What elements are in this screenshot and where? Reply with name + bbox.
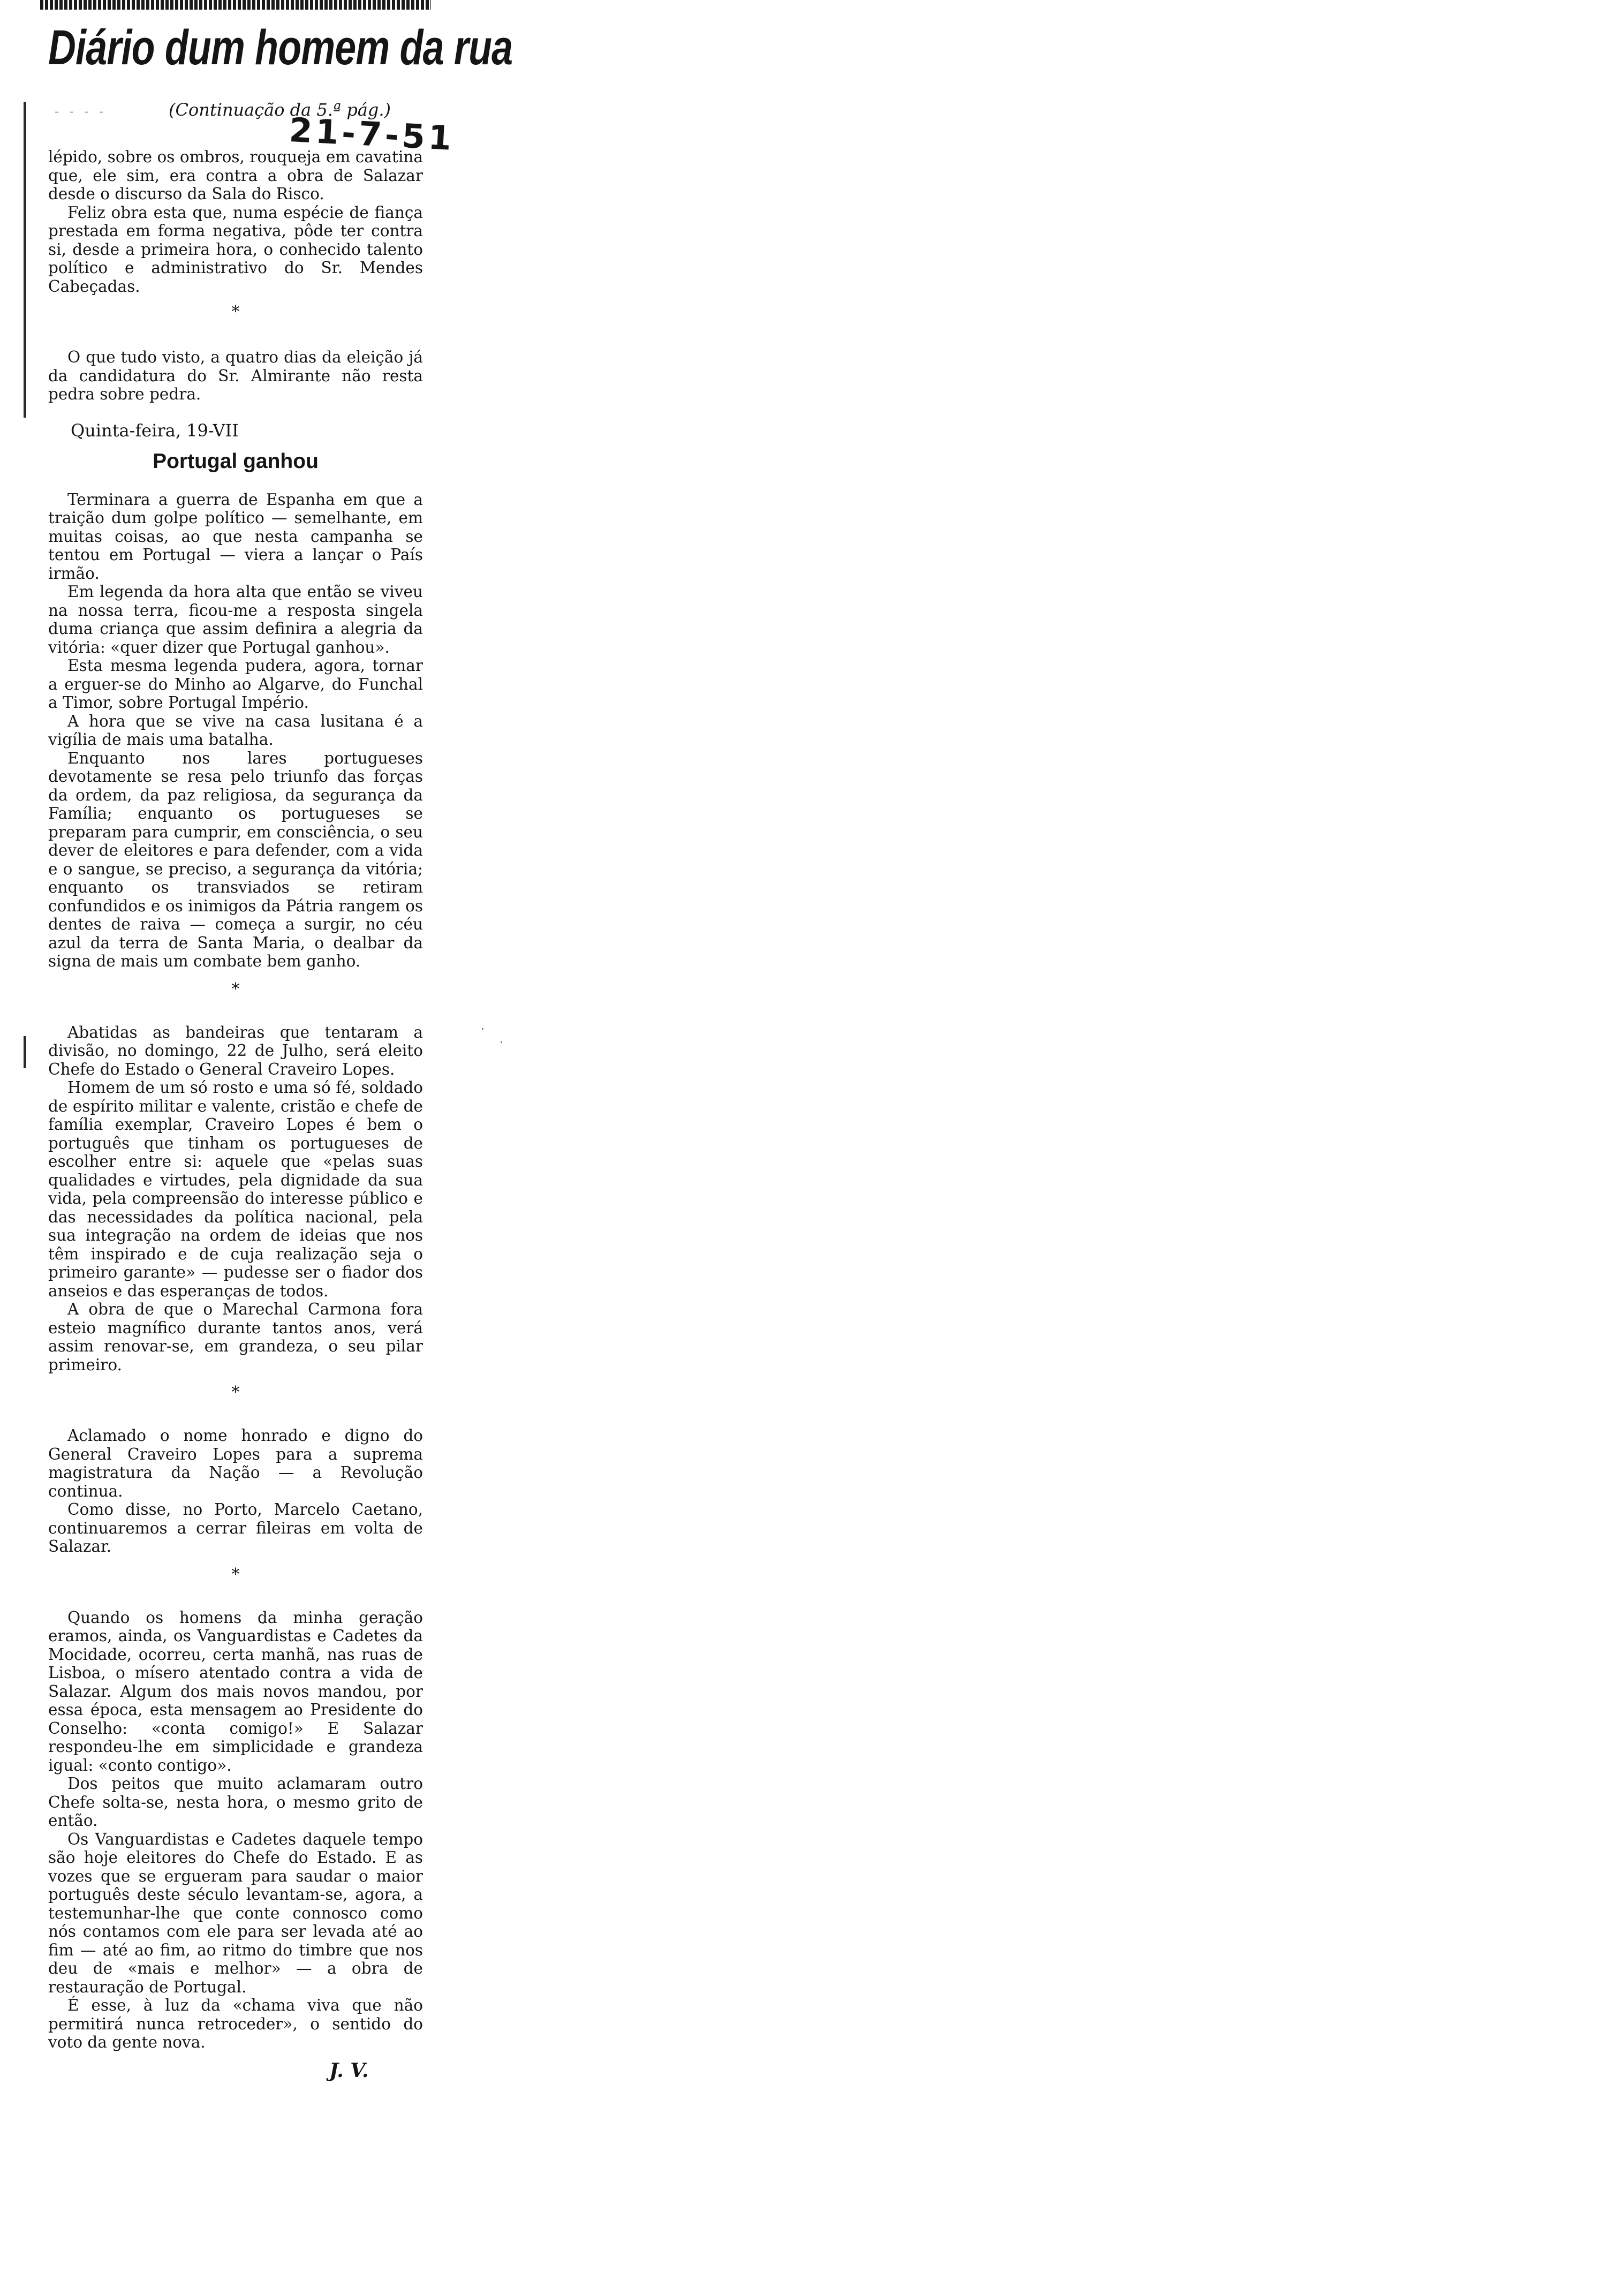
handwritten-date: 21-7-51 (288, 110, 456, 158)
paragraph: Dos peitos que muito aclamaram outro Chefe solta-se, nesta hora, o mesmo grito de então. (48, 1774, 423, 1830)
paragraph: Esta mesma legenda pudera, agora, tornar a erguer-se do Minho ao Algarve, do Funchal a Timor, sobre Portugal Império. (48, 656, 423, 712)
paragraph: É esse, à luz da «chama viva que não permitirá nunca retroceder», o sentido do voto da gente nova. (48, 1996, 423, 2051)
article-column (48, 16, 513, 2082)
paragraph: O que tudo visto, a quatro dias da eleição já da candidatura do Sr. Almirante não resta pedra sobre pedra. (48, 348, 423, 403)
author-signature: J. V. (329, 2059, 369, 2082)
star-separator: * (231, 303, 240, 321)
star-separator: * (231, 1383, 240, 1402)
paragraph: Os Vanguardistas e Cadetes daquele tempo são hoje eleitores do Chefe do Estado. E as vozes que se ergueram para saudar o maior português deste século levantam-se, agora, a testemunhar-lhe que conte connosco como nós contamos com ele para ser levada até ao fim — até ao fim, ao ritmo do timbre que nos deu de «mais e melhor» — a obra de restauração de Portugal. (48, 1830, 423, 1996)
paragraph: Enquanto nos lares portugueses devotamente se resa pelo triunfo das forças da ordem, da paz religiosa, da segurança da Família; enquanto os portugueses se preparam para cumprir, em consciência, o seu dever de eleitores e para defender, com a vida e o sangue, se preciso, a segurança da vitória; enquanto os transviados se retiram confundidos e os inimigos da Pátria rangem os dentes de raiva — começa a surgir, no céu azul da terra de Santa Maria, o dealbar da signa de mais um combate bem ganho. (48, 749, 423, 970)
star-separator: * (231, 979, 240, 999)
clipping-edge-line (24, 1036, 26, 1068)
dateline: Quinta-feira, 19-VII (71, 420, 239, 441)
top-border-rule (40, 0, 431, 10)
paragraph: Aclamado o nome honrado e digno do General Craveiro Lopes para a suprema magistratura da Nação — a Revolução continua. (48, 1426, 423, 1500)
paragraph: Quando os homens da minha geração eramos, ainda, os Vanguardistas e Cadetes da Mocidade, ocorreu, certa manhã, nas ruas de Lisboa, o mísero atentado contra a vida de Salazar. Algum dos mais novos mandou, por essa época, esta mensagem ao Presidente do Conselho: «conta comigo!» E Salazar respondeu-lhe em simplicidade e grandeza igual: «conto contigo». (48, 1608, 423, 1774)
clipping-edge-line (24, 102, 26, 418)
paper-speck (482, 1028, 483, 1030)
paper-speck (501, 1041, 502, 1043)
paragraph: Terminara a guerra de Espanha em que a traição dum golpe político — semelhante, em muitas coisas, ao que nesta campanha se tentou em Portugal — viera a lançar o País irmão. (48, 490, 423, 583)
paragraph: Em legenda da hora alta que então se viveu na nossa terra, ficou-me a resposta singela duma criança que assim definira a alegria da vitória: «quer dizer que Portugal ganhou». (48, 583, 423, 656)
paragraph: Abatidas as bandeiras que tentaram a divisão, no domingo, 22 de Julho, será eleito Chefe do Estado o General Craveiro Lopes. (48, 1023, 423, 1078)
section-headline: Portugal ganhou (153, 449, 319, 473)
paragraph: A hora que se vive na casa lusitana é a vigília de mais uma batalha. (48, 712, 423, 749)
continuation-line (48, 100, 456, 158)
paragraph: A obra de que o Marechal Carmona fora esteio magnífico durante tantos anos, verá assim renovar-se, em grandeza, o seu pilar primeiro. (48, 1300, 423, 1374)
paragraph: Feliz obra esta que, numa espécie de fiança prestada em forma negativa, pôde ter contra si, desde a primeira hora, o conhecido talento político e administrativo do Sr. Mendes Cabeçadas. (48, 203, 423, 296)
paragraph: Como disse, no Porto, Marcelo Caetano, continuaremos a cerrar fileiras em volta de Salazar. (48, 1500, 423, 1555)
masthead-title: Diário dum homem da rua (48, 20, 513, 75)
ink-smudge: - - - - (55, 104, 107, 119)
continuation-note: (Continuação da 5.ª pág.) (169, 100, 391, 120)
paragraph: Homem de um só rosto e uma só fé, soldado de espírito militar e valente, cristão e chefe de família exemplar, Craveiro Lopes é bem o português que tinham os portugueses de escolher entre si: aquele que «pelas suas qualidades e virtudes, pela dignidade da sua vida, pela compreensão do interesse público e das necessidades da política nacional, pela sua integração na ordem de ideias que nos têm inspirado e de cuja realização seja o primeiro garante» — pudesse ser o fiador dos anseios e das esperanças de todos. (48, 1078, 423, 1300)
star-separator: * (231, 1565, 240, 1584)
paragraph: lépido, sobre os ombros, rouqueja em cavatina que, ele sim, era contra a obra de Salazar desde o discurso da Sala do Risco. (48, 148, 423, 203)
